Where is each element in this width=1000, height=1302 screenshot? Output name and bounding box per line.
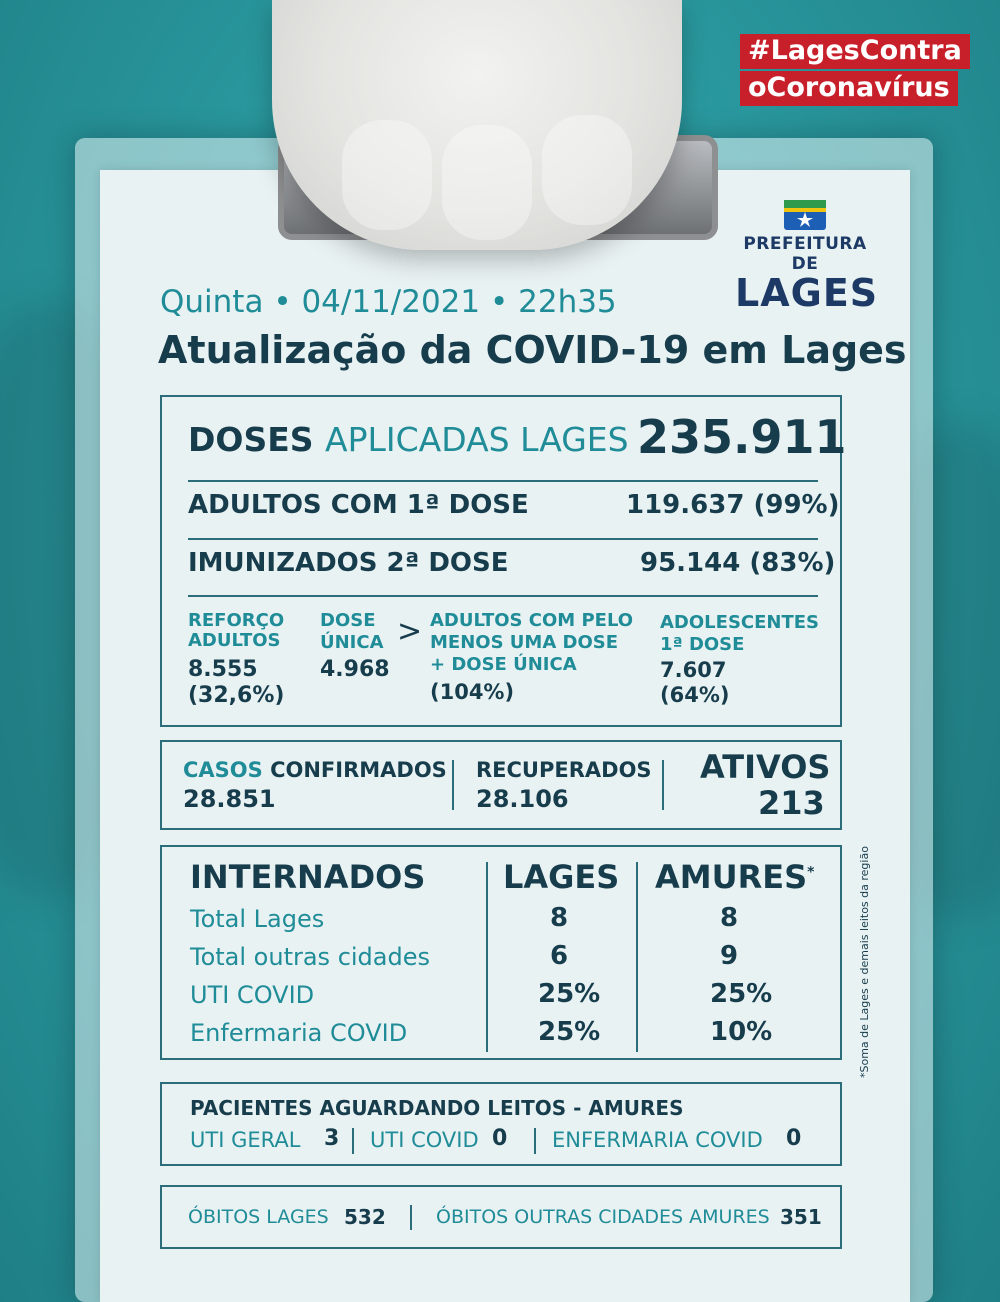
row-amures-uti-covid: 25% (710, 979, 773, 1009)
doses-label-light: APLICADAS LAGES (325, 420, 629, 459)
pacientes-box (160, 1082, 842, 1166)
separator (410, 1205, 412, 1230)
dose-unica-value: 4.968 (320, 657, 390, 682)
imunizados-label: IMUNIZADOS 2ª DOSE (188, 548, 509, 578)
side-note: *Soma de Lages e demais leitos da região (858, 846, 871, 1078)
hashtag-badge (740, 34, 970, 108)
date-line: Quinta • 04/11/2021 • 22h35 (160, 284, 617, 320)
column-divider (636, 862, 638, 1052)
casos-label-bold: CONFIRMADOS (270, 758, 447, 782)
recuperados-label: RECUPERADOS (476, 758, 652, 782)
glove-shape (272, 0, 682, 250)
divider (188, 538, 818, 540)
internados-header: INTERNADOS (190, 858, 426, 896)
reforco-value-2: (32,6%) (188, 683, 285, 708)
divider (188, 595, 818, 597)
row-amures-total-lages: 8 (720, 903, 739, 933)
obitos-outras-label: ÓBITOS OUTRAS CIDADES AMURES (436, 1206, 770, 1228)
prefeitura-logo (735, 200, 879, 315)
adolescentes-label-1: ADOLESCENTES (660, 612, 820, 633)
adultos-1-dose-value: 119.637 (99%) (626, 490, 840, 520)
obitos-outras-value: 351 (780, 1205, 822, 1229)
reforco-value-1: 8.555 (188, 657, 258, 682)
separator (452, 760, 454, 810)
ativos-value: 213 (758, 784, 825, 822)
doses-label (188, 420, 629, 459)
row-label-uti-covid: UTI COVID (190, 981, 315, 1009)
doses-label-bold: DOSES (188, 420, 314, 459)
asterisk: * (807, 864, 815, 881)
logo-name-text: LAGES (735, 271, 879, 315)
dose-unica-label-1: DOSE (320, 610, 376, 631)
casos-label (183, 758, 447, 782)
row-label-total-lages: Total Lages (190, 905, 325, 933)
adultos-um-value: (104%) (430, 680, 515, 704)
hashtag-line-2: oCoronavírus (740, 71, 958, 106)
separator (662, 760, 664, 810)
adultos-um-label-1: ADULTOS COM PELO (430, 610, 634, 631)
enfermaria-value: 0 (786, 1126, 802, 1151)
row-label-enfermaria: Enfermaria COVID (190, 1019, 408, 1047)
adultos-um-label-3: + DOSE ÚNICA (430, 654, 577, 675)
row-lages-total-outras: 6 (550, 941, 569, 971)
casos-value: 28.851 (183, 785, 276, 813)
column-divider (486, 862, 488, 1052)
imunizados-value: 95.144 (83%) (640, 548, 836, 578)
dose-unica-label-2: ÚNICA (320, 632, 384, 653)
uti-covid-value: 0 (492, 1126, 508, 1151)
obitos-lages-value: 532 (344, 1205, 386, 1229)
enfermaria-label: ENFERMARIA COVID (552, 1128, 763, 1152)
casos-label-light: CASOS (183, 758, 263, 782)
recuperados-value: 28.106 (476, 785, 569, 813)
adultos-1-dose-label: ADULTOS COM 1ª DOSE (188, 490, 529, 520)
divider (188, 480, 818, 482)
doses-total: 235.911 (637, 410, 847, 464)
col-amures-header (655, 858, 814, 896)
uti-geral-label: UTI GERAL (190, 1128, 301, 1152)
row-lages-enfermaria: 25% (538, 1017, 601, 1047)
reforco-label-2: ADULTOS (188, 630, 281, 651)
ativos-label: ATIVOS (700, 748, 831, 786)
col-amures-text: AMURES (655, 858, 808, 896)
pacientes-title: PACIENTES AGUARDANDO LEITOS - AMURES (190, 1096, 684, 1120)
adolescentes-value-1: 7.607 (660, 658, 727, 682)
reforco-label-1: REFORÇO (188, 610, 285, 631)
row-lages-uti-covid: 25% (538, 979, 601, 1009)
logo-top-text: PREFEITURA DE (743, 234, 867, 274)
col-lages-header: LAGES (503, 858, 620, 896)
row-lages-total-lages: 8 (550, 903, 569, 933)
page-title: Atualização da COVID-19 em Lages (158, 328, 907, 372)
uti-covid-label: UTI COVID (370, 1128, 479, 1152)
obitos-lages-label: ÓBITOS LAGES (188, 1206, 329, 1228)
uti-geral-value: 3 (324, 1126, 340, 1151)
adolescentes-value-2: (64%) (660, 683, 730, 707)
row-label-total-outras: Total outras cidades (190, 943, 430, 971)
row-amures-total-outras: 9 (720, 941, 739, 971)
hashtag-line-1: #LagesContra (740, 34, 970, 69)
row-amures-enfermaria: 10% (710, 1017, 773, 1047)
adolescentes-label-2: 1ª DOSE (660, 634, 745, 655)
separator (534, 1128, 536, 1154)
greater-than-symbol: > (397, 614, 423, 649)
flag-icon (784, 200, 826, 230)
separator (352, 1128, 354, 1154)
adultos-um-label-2: MENOS UMA DOSE (430, 632, 619, 653)
